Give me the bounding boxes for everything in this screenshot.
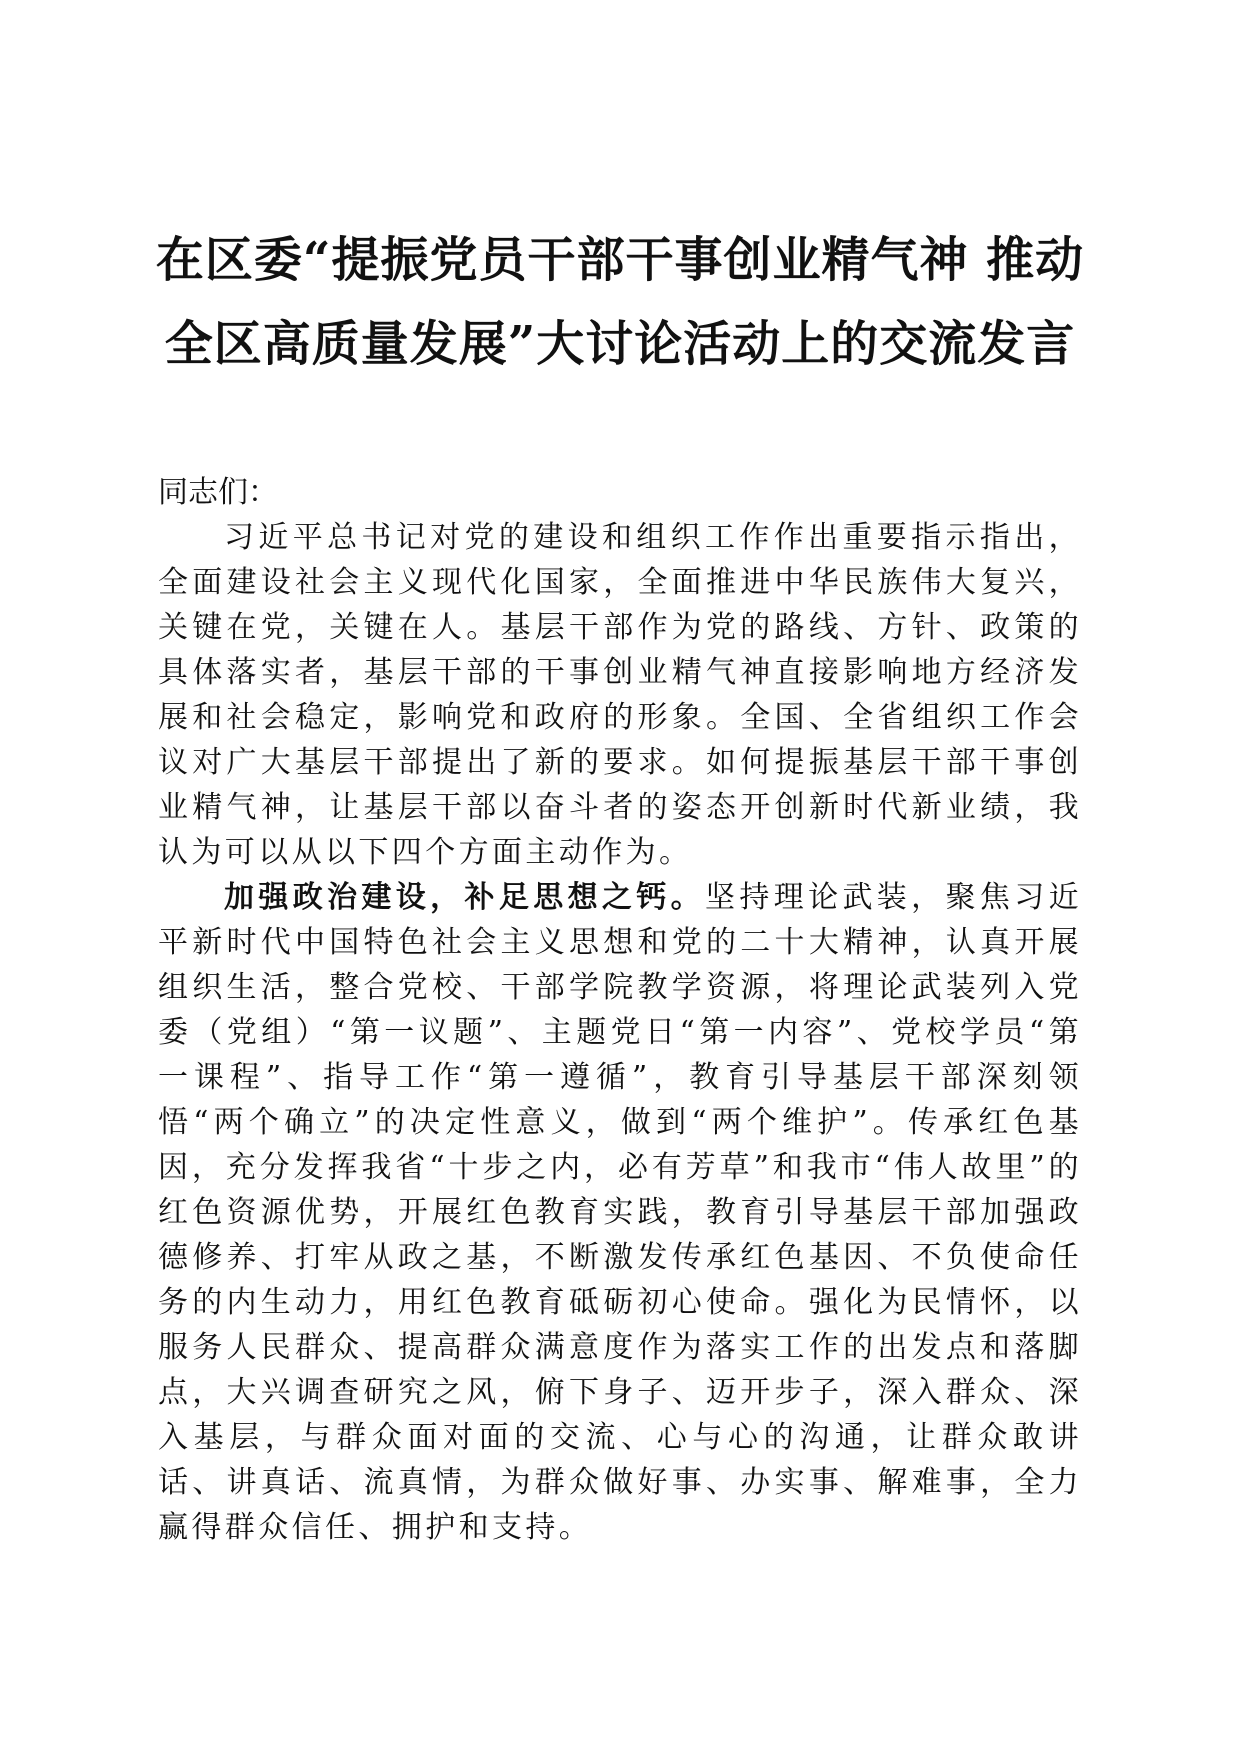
paragraph-intro: 习近平总书记对党的建设和组织工作作出重要指示指出，全面建设社会主义现代化国家，全面推进中华民族伟大复兴，关键在党，关键在人。基层干部作为党的路线、方针、政策的具体落实者，基层干部的干事创业精气神直接影响地方经济发展和社会稳定，影响党和政府的形象。全国、全省组织工作会议对广大基层干部提出了新的要求。如何提振基层干部干事创业精气神，让基层干部以奋斗者的姿态开创新时代新业绩，我认为可以从以下四个方面主动作为。 xyxy=(158,520,1082,870)
paragraph-political-building xyxy=(158,875,1082,1550)
document-title xyxy=(150,218,1090,386)
document-body xyxy=(158,470,1082,1550)
salutation: 同志们： xyxy=(158,475,278,510)
paragraph-body-text: 坚持理论武装，聚焦习近平新时代中国特色社会主义思想和党的二十大精神，认真开展组织生活，整合党校、干部学院教学资源，将理论武装列入党委（党组）“第一议题”、主题党日“第一内容”、党校学员“第一课程”、指导工作“第一遵循”，教育引导基层干部深刻领悟“两个确立”的决定性意义，做到“两个维护”。传承红色基因，充分发挥我省“十步之内，必有芳草”和我市“伟人故里”的红色资源优势，开展红色教育实践，教育引导基层干部加强政德修养、打牢从政之基，不断激发传承红色基因、不负使命任务的内生动力，用红色教育砥砺初心使命。强化为民情怀，以服务人民群众、提高群众满意度作为落实工作的出发点和落脚点，大兴调查研究之风，俯下身子、迈开步子，深入群众、深入基层，与群众面对面的交流、心与心的沟通，让群众敢讲话、讲真话、流真情，为群众做好事、办实事、解难事，全力赢得群众信任、拥护和支持。 xyxy=(158,880,1082,1545)
title-line-2: 全区高质量发展”大讨论活动上的交流发言 xyxy=(164,316,1076,372)
paragraph-lead-heading: 加强政治建设，补足思想之钙。 xyxy=(224,880,706,915)
title-line-1: 在区委“提振党员干部干事创业精气神 推动 xyxy=(155,232,1085,288)
